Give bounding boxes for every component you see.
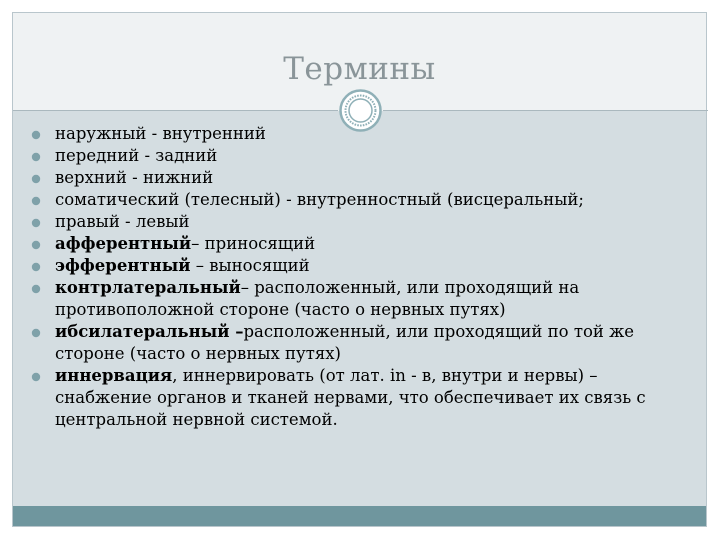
list-item: [29, 321, 699, 365]
bullet-icon: [31, 262, 41, 272]
slide: [12, 12, 707, 527]
item-text: правый - левый: [55, 212, 190, 231]
list-item: [29, 211, 699, 233]
title-divider-left: [13, 110, 338, 111]
list-item: [29, 233, 699, 255]
list-item: [29, 255, 699, 277]
term: афферентный: [55, 234, 192, 253]
bullet-icon: [31, 284, 41, 294]
bullet-icon: [31, 174, 41, 184]
bullet-list: [29, 123, 699, 431]
bullet-icon: [31, 328, 41, 338]
slide-title: Термины: [283, 51, 436, 87]
item-text: передний - задний: [55, 146, 218, 165]
term: эфферентный: [55, 256, 191, 275]
bullet-icon: [31, 218, 41, 228]
item-text: – приносящий: [191, 234, 316, 253]
bullet-icon: [31, 130, 41, 140]
bullet-icon: [31, 196, 41, 206]
term: иннервация: [55, 366, 173, 385]
item-text: наружный - внутренний: [55, 124, 266, 143]
list-item: [29, 277, 699, 321]
bullet-icon: [31, 372, 41, 382]
list-item: [29, 167, 699, 189]
list-item: [29, 365, 699, 431]
list-item: [29, 145, 699, 167]
bullet-icon: [31, 152, 41, 162]
item-text: – выносящий: [190, 256, 310, 275]
list-item: [29, 123, 699, 145]
item-text: соматический (телесный) - внутренностный (висцеральный;: [55, 190, 584, 209]
item-text: , иннервировать (от лат. in - в, внутри и нервы) – снабжение органов и тканей нервами, что обеспечивает их связь с центральной нервной системой.: [55, 366, 646, 429]
list-item: [29, 189, 699, 211]
item-text: верхний - нижний: [55, 168, 214, 187]
bottom-band: [13, 506, 706, 526]
term: ибсилатеральный –: [55, 322, 244, 341]
title-divider-right: [383, 110, 708, 111]
item-text: расположенный, или проходящий по той же стороне (часто о нервных путях): [55, 322, 635, 363]
term: контрлатеральный: [55, 278, 241, 297]
item-text: – расположенный, или проходящий на противоположной стороне (часто о нервных путях): [55, 278, 580, 319]
bullet-icon: [31, 240, 41, 250]
